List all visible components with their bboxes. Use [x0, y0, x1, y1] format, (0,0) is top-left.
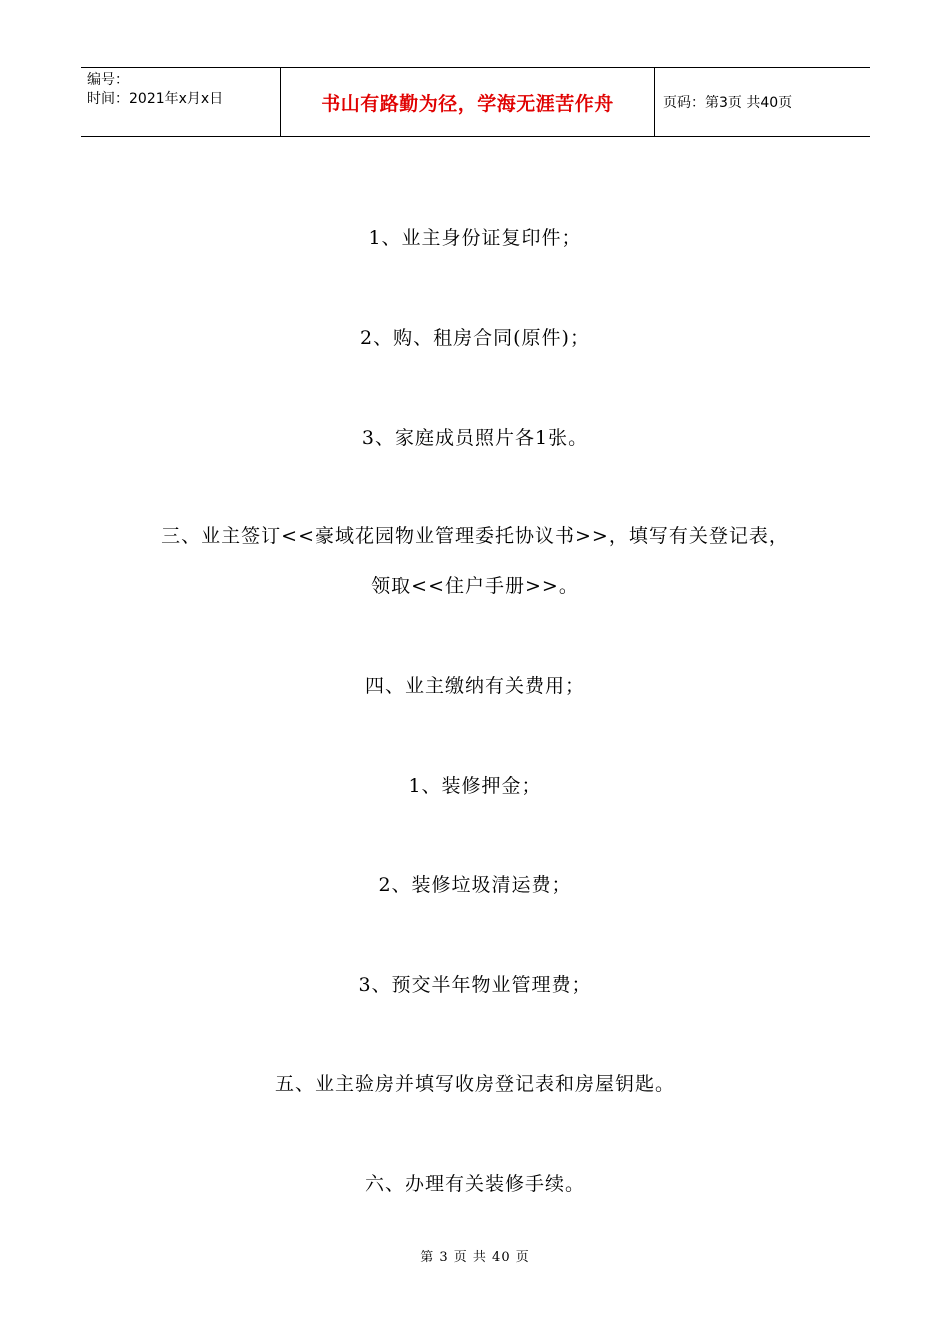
header-meta-cell [81, 68, 281, 136]
document-number-label: 编号： [87, 72, 129, 88]
body-line: 三、业主签订<<豪域花园物业管理委托协议书>>，填写有关登记表， [161, 525, 789, 547]
body-line: 四、业主缴纳有关费用； [364, 675, 585, 697]
document-date-label: 时间：2021年x月x日 [87, 91, 224, 107]
body-line: 3、家庭成员照片各1张。 [361, 427, 589, 449]
body-line: 1、装修押金； [408, 775, 542, 797]
body-line: 五、业主验房并填写收房登记表和房屋钥匙。 [274, 1073, 675, 1095]
body-line: 2、装修垃圾清运费； [378, 874, 572, 896]
body-line: 六、办理有关装修手续。 [364, 1173, 585, 1195]
header-page-info: 页码：第3页 共40页 [663, 95, 793, 111]
body-line: 3、预交半年物业管理费； [358, 974, 592, 996]
body-line: 1、业主身份证复印件； [368, 227, 582, 249]
body-line: 领取<<住户手册>>。 [371, 575, 579, 597]
page-header [81, 67, 870, 137]
page-footer: 第 3 页 共 40 页 [420, 1250, 530, 1265]
body-line: 2、购、租房合同(原件)； [360, 327, 590, 349]
header-motto: 书山有路勤为径，学海无涯苦作舟 [281, 68, 655, 136]
